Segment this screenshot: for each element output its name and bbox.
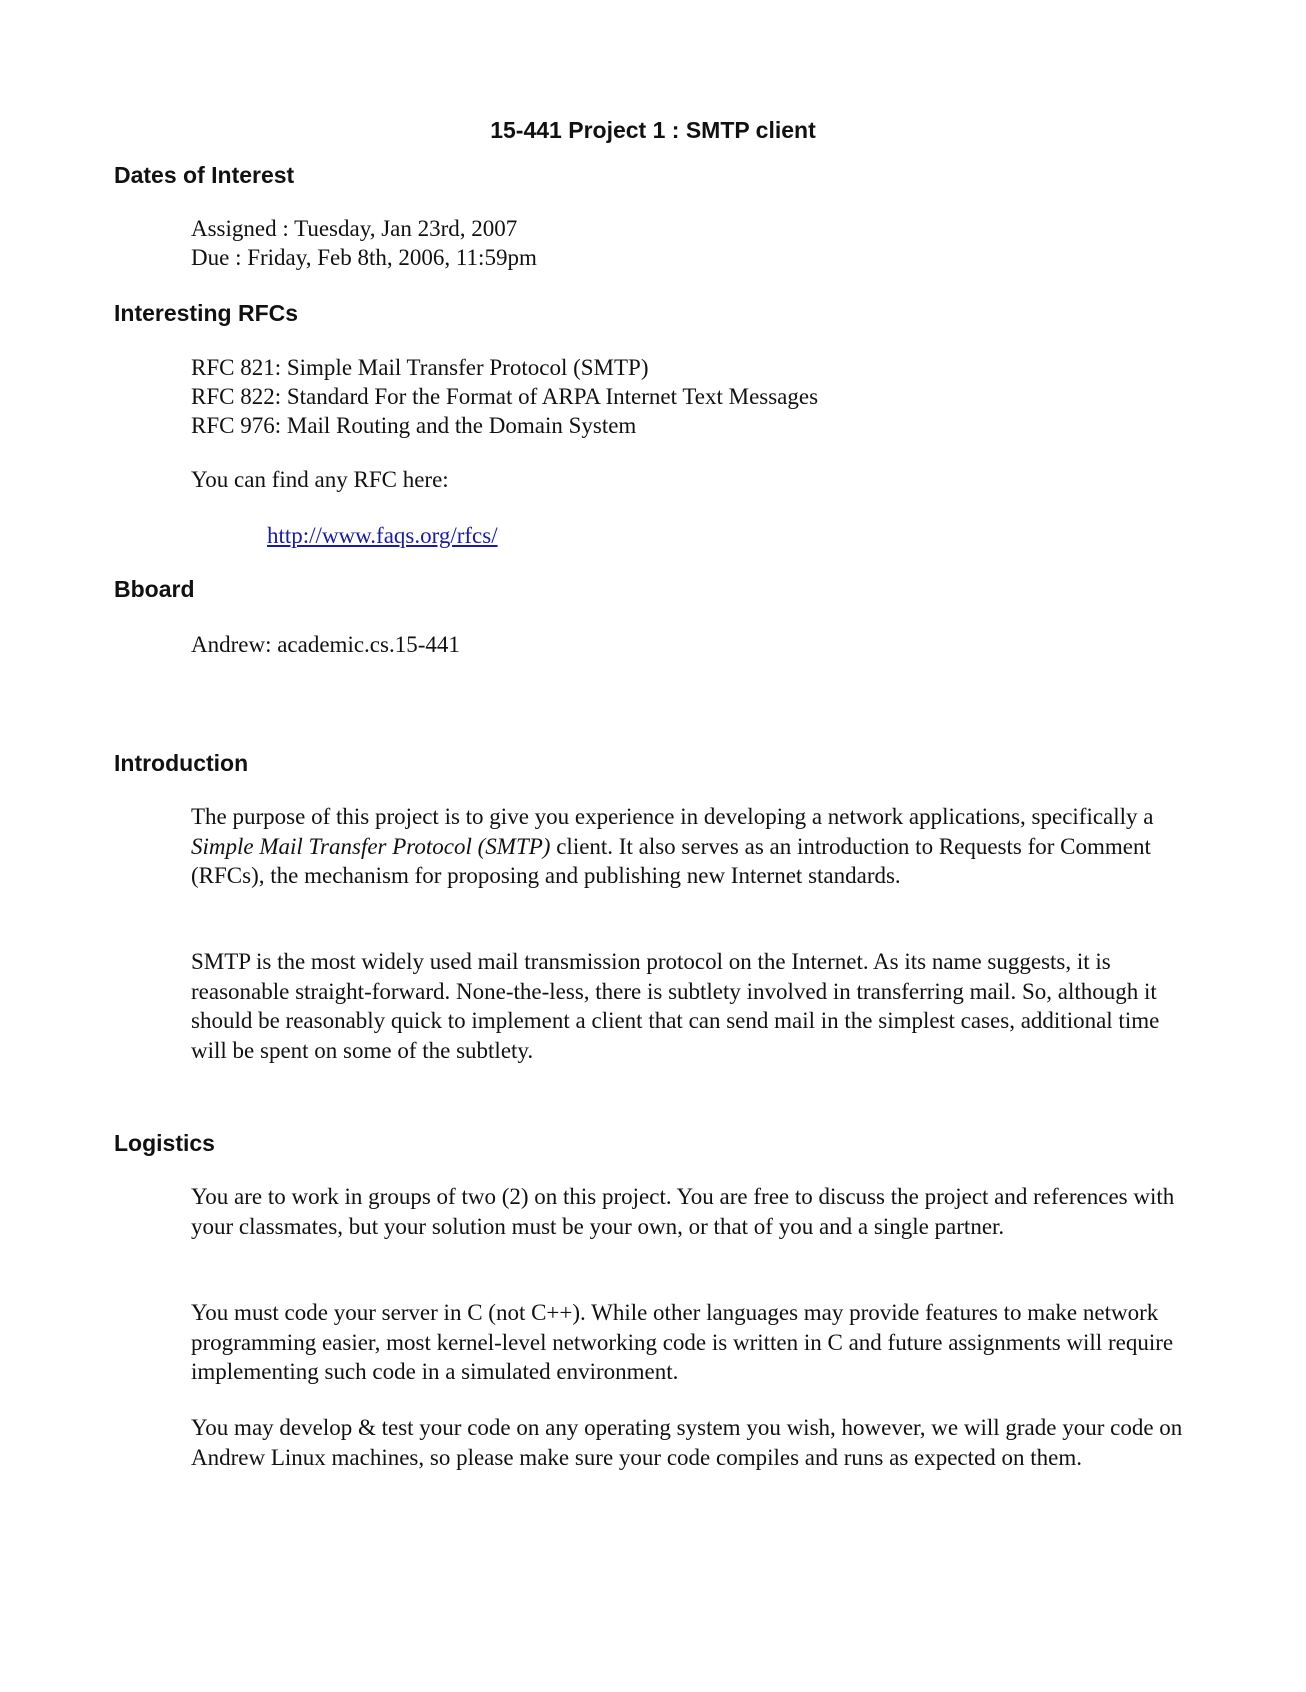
intro-p1-text-a: The purpose of this project is to give you experience in developing a network applications, specifically a bbox=[191, 804, 1154, 829]
due-date: Due : Friday, Feb 8th, 2006, 11:59pm bbox=[191, 245, 537, 270]
page-title: 15-441 Project 1 : SMTP client bbox=[490, 117, 816, 143]
rfc-item: RFC 822: Standard For the Format of ARPA Internet Text Messages bbox=[191, 384, 819, 409]
bboard-heading: Bboard bbox=[114, 576, 195, 602]
logistics-paragraph-2: You must code your server in C (not C++). While other languages may provide features to make network programming easier, most kernel-level networking code is written in C and future assignments will require implementing such code in a simulated environment. bbox=[191, 1300, 1174, 1384]
introduction-paragraph-1 bbox=[191, 802, 1196, 891]
logistics-paragraph-3: You may develop & test your code on any operating system you wish, however, we will grade your code on Andrew Linux machines, so please make sure your code compiles and runs as expected on them. bbox=[191, 1415, 1183, 1470]
rfc-find-text: You can find any RFC here: bbox=[191, 467, 449, 492]
introduction-heading: Introduction bbox=[114, 750, 249, 776]
logistics-heading: Logistics bbox=[114, 1130, 215, 1156]
rfc-item: RFC 976: Mail Routing and the Domain System bbox=[191, 413, 637, 438]
dates-heading: Dates of Interest bbox=[114, 162, 295, 188]
intro-p1-text-b: client. It also serves as an introduction to Requests for Comment (RFCs), the mechanism for proposing and publishing new Internet standards. bbox=[191, 833, 1151, 888]
rfc-link[interactable]: http://www.faqs.org/rfcs/ bbox=[267, 523, 498, 548]
rfcs-heading: Interesting RFCs bbox=[114, 300, 299, 326]
logistics-paragraph-1: You are to work in groups of two (2) on this project. You are free to discuss the project and references with your classmates, but your solution must be your own, or that of you and a single partner. bbox=[191, 1184, 1175, 1239]
introduction-paragraph-2: SMTP is the most widely used mail transmission protocol on the Internet. As its name suggests, it is reasonable straight-forward. None-the-less, there is subtlety involved in transferring mail. So, although it should be reasonably quick to implement a client that can send mail in the simplest cases, additional time will be spent on some of the subtlety. bbox=[191, 949, 1160, 1063]
assigned-date: Assigned : Tuesday, Jan 23rd, 2007 bbox=[191, 216, 518, 241]
rfc-item: RFC 821: Simple Mail Transfer Protocol (SMTP) bbox=[191, 355, 649, 380]
intro-p1-emphasis: Simple Mail Transfer Protocol (SMTP) bbox=[191, 833, 551, 859]
bboard-text: Andrew: academic.cs.15-441 bbox=[191, 632, 460, 657]
